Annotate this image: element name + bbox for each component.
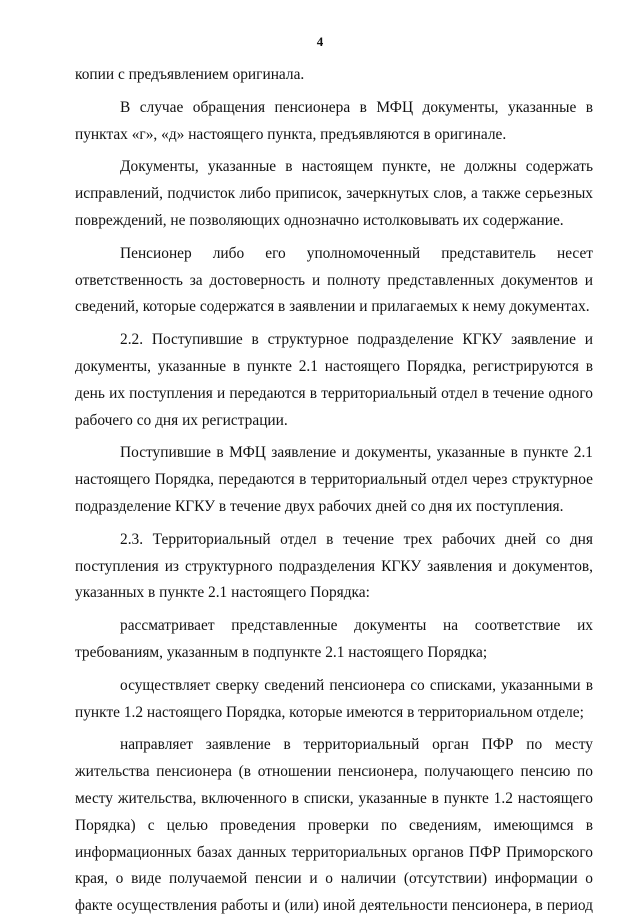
paragraph-mfc-transfer: Поступившие в МФЦ заявление и документы, указанные в пункте 2.1 настоящего Порядка, передаются в территориальный отдел через структурное подразделение КГКУ в течение двух рабочих дней со дня их поступления. bbox=[75, 444, 593, 515]
paragraph-copies: копии с предъявлением оригинала. bbox=[75, 66, 305, 83]
paragraph-verifies: осуществляет сверку сведений пенсионера со списками, указанными в пункте 1.2 настоящего Порядка, которые имеются в территориальном отделе; bbox=[75, 676, 593, 721]
paragraph-2-3: 2.3. Территориальный отдел в течение трех рабочих дней со дня поступления из структурного подразделения КГКУ заявления и документов, указанных в пункте 2.1 настоящего Порядка: bbox=[75, 530, 593, 602]
page-number: 4 bbox=[316, 34, 324, 49]
paragraph-mfc-originals: В случае обращения пенсионера в МФЦ документы, указанные в пунктах «г», «д» настоящего пункта, предъявляются в оригинале. bbox=[75, 98, 593, 143]
paragraph-no-corrections: Документы, указанные в настоящем пункте, не должны содержать исправлений, подчисток либо приписок, зачеркнутых слов, а также серьезных повреждений, не позволяющих однозначно истолковывать их содержание. bbox=[75, 158, 593, 229]
paragraph-2-2: 2.2. Поступившие в структурное подразделение КГКУ заявление и документы, указанные в пункте 2.1 настоящего Порядка, регистрируются в день их поступления и передаются в территориальный отдел в течение одного рабочего со дня их регистрации. bbox=[75, 331, 593, 429]
paragraph-reviews: рассматривает представленные документы на соответствие их требованиям, указанным в подпункте 2.1 настоящего Порядка; bbox=[75, 617, 593, 661]
paragraph-sends: направляет заявление в территориальный орган ПФР по месту жительства пенсионера (в отношении пенсионера, получающего пенсию по месту жительства, включенного в списки, указанные в пункте 1.2 настоящего Порядка) с целью проведения проверки по сведениям, имеющимся в информационных базах данных территориальных органов ПФР Приморского края, о виде получаемой пенсии и о наличии (отсутствии) информации о факте осуществления работы и (или) иной деятельности пенсионера, в период bbox=[75, 736, 593, 915]
paragraph-responsibility: Пенсионер либо его уполномоченный представитель несет ответственность за достоверность и полноту представленных документов и сведений, которые содержатся в заявлении и прилагаемых к нему документах. bbox=[75, 244, 593, 316]
document-body bbox=[75, 62, 593, 920]
